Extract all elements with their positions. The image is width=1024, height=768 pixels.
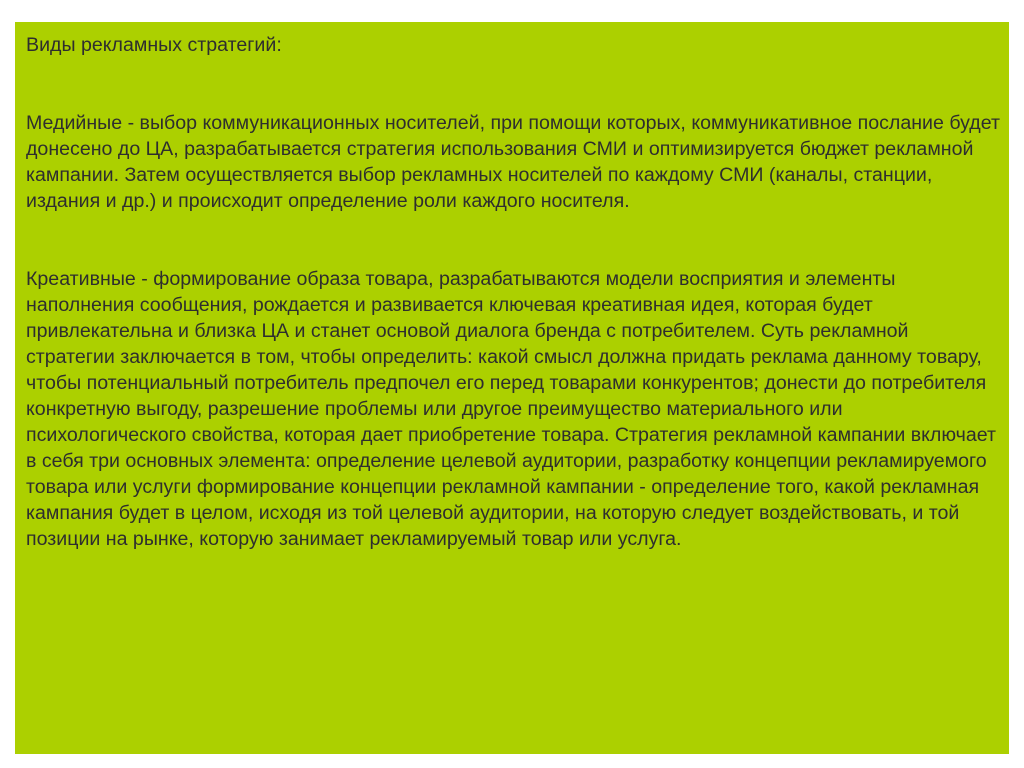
slide-title: Виды рекламных стратегий: [26,34,282,56]
slide-panel [15,22,1009,754]
slide-text-body [26,32,1001,552]
spacer [26,58,1001,110]
spacer [26,214,1001,266]
creative-strategy-paragraph: Креативные - формирование образа товара, разрабатываются модели восприятия и элементы наполнения сообщения, рождается и развивается ключевая креативная идея, которая будет привлекательна и близка ЦА и станет основой диалога бренда с потребителем. Суть рекламной стратегии заключается в том, чтобы определить: какой смысл должна придать реклама данному товару, чтобы потенциальный потребитель предпочел его перед товарами конкурентов; донести до потребителя конкретную выгоду, разрешение проблемы или другое преимущество материального или психологического свойства, которая дает приобретение товара. Стратегия рекламной кампании включает в себя три основных элемента: определение целевой аудитории, разработку концепции рекламируемого товара или услуги формирование концепции рекламной кампании - определение того, какой рекламная кампания будет в целом, исходя из той целевой аудитории, на которую следует воздействовать, и той позиции на рынке, которую занимает рекламируемый товар или услуга. [26,268,996,550]
media-strategy-paragraph: Медийные - выбор коммуникационных носителей, при помощи которых, коммуникативное послание будет донесено до ЦА, разрабатывается стратегия использования СМИ и оптимизируется бюджет рекламной кампании. Затем осуществляется выбор рекламных носителей по каждому СМИ (каналы, станции, издания и др.) и происходит определение роли каждого носителя. [26,112,1000,212]
